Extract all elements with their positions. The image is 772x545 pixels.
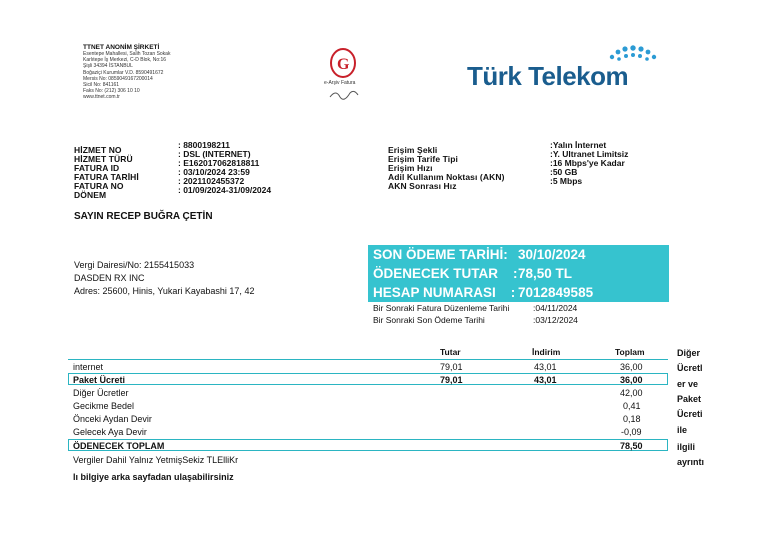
info-label: HİZMET TÜRÜ	[74, 154, 133, 164]
info-label: Erişim Tarife Tipi	[388, 154, 458, 164]
col-header-toplam: Toplam	[615, 347, 645, 357]
row-name: Paket Ücreti	[73, 375, 126, 385]
table-row	[68, 387, 668, 399]
payment-label: ÖDENECEK TUTAR :	[373, 266, 518, 281]
info-label: FATURA ID	[74, 163, 120, 173]
row-name: ÖDENECEK TOPLAM	[73, 441, 165, 451]
e-arsiv-logo	[318, 45, 368, 105]
svg-text:G: G	[337, 56, 350, 73]
row-toplam: -0,09	[621, 427, 642, 437]
row-tutar: 79,01	[440, 375, 463, 385]
e-arsiv-label: e-Arşiv Fatura	[324, 80, 356, 86]
col-header-tutar: Tutar	[440, 347, 461, 357]
row-toplam: 0,18	[623, 414, 641, 424]
info-value: :50 GB	[550, 167, 578, 177]
company-address-line: Faks No: (212) 306 10 10	[83, 88, 140, 95]
table-header	[68, 347, 668, 359]
info-value: : 2021102455372	[178, 176, 245, 186]
info-value: :5 Mbps	[550, 176, 583, 186]
company-address-line: www.ttnet.com.tr	[83, 94, 120, 101]
row-toplam: 36,00	[620, 362, 643, 372]
row-toplam: 0,41	[623, 401, 641, 411]
side-note-word: Diğer	[677, 348, 701, 358]
info-label: Erişim Şekli	[388, 145, 438, 155]
info-value: : 8800198211	[178, 140, 230, 150]
info-value: : 03/10/2024 23:59	[178, 167, 250, 177]
next-date-label: Bir Sonraki Son Ödeme Tarihi	[373, 315, 485, 325]
turk-telekom-logo	[467, 45, 667, 100]
info-label: HİZMET NO	[74, 145, 122, 155]
info-label: FATURA NO	[74, 181, 124, 191]
side-note-word: Ücretl	[677, 363, 703, 373]
payment-value: 30/10/2024	[518, 247, 586, 262]
info-label: FATURA TARİHİ	[74, 172, 139, 182]
table-row	[68, 426, 668, 438]
company-address-line: Boğaziçi Kurumlar V.D. 8590491672	[83, 69, 164, 76]
seal-icon	[318, 45, 368, 105]
company-address-line: Esentepe Mahallesi, Salih Tozan Sokak	[83, 51, 171, 57]
payment-line-amount	[368, 264, 669, 284]
company-info	[83, 44, 203, 101]
row-name: Önceki Aydan Devir	[73, 414, 152, 424]
invoice-info-left	[74, 140, 314, 200]
row-name: internet	[73, 362, 104, 372]
company-name: TTNET ANONİM ŞİRKETİ	[83, 44, 160, 51]
table-row	[68, 373, 668, 385]
row-tutar: 79,01	[440, 362, 463, 372]
side-note-word: ile	[677, 425, 688, 435]
company-address-line: Karlıtepe İş Merkezi, C-D Blok, No:16	[83, 57, 167, 64]
info-value: :16 Mbps'ye Kadar	[550, 158, 625, 168]
side-note-word: ayrıntı	[677, 457, 705, 467]
row-name: Diğer Ücretler	[73, 388, 129, 398]
info-value: : 01/09/2024-31/09/2024	[178, 185, 272, 195]
payment-line-account	[368, 283, 669, 303]
row-indirim: 43,01	[534, 375, 557, 385]
info-label: AKN Sonrası Hız	[388, 181, 457, 191]
info-label: Adil Kullanım Noktası (AKN)	[388, 172, 505, 182]
info-value: : E162017062818811	[178, 158, 260, 168]
side-note-word: ilgili	[677, 442, 695, 452]
company-address-line: Şişli 34394 İSTANBUL	[83, 63, 133, 70]
payment-value: 78,50 TL	[518, 266, 573, 281]
payment-box	[368, 245, 669, 302]
tax-office: Vergi Dairesi/No: 2155415033	[74, 260, 195, 270]
table-row-total	[68, 439, 668, 451]
row-name: Gecikme Bedel	[73, 401, 135, 411]
payment-line-due-date	[368, 245, 669, 265]
brand-name: Türk Telekom	[467, 61, 629, 91]
invoice-info-right	[388, 140, 668, 191]
row-toplam: 42,00	[620, 388, 643, 398]
info-value: :Yalın İnternet	[550, 140, 607, 150]
table-row	[68, 400, 668, 412]
info-label: Erişim Hızı	[388, 163, 433, 173]
side-note-word: er ve	[677, 379, 699, 389]
next-dates	[373, 303, 673, 327]
row-toplam: 36,00	[620, 375, 643, 385]
row-indirim: 43,01	[534, 362, 557, 372]
info-value: : DSL (INTERNET)	[178, 149, 251, 159]
payment-label: HESAP NUMARASI :	[373, 285, 516, 300]
payment-label: SON ÖDEME TARİHİ:	[373, 247, 508, 262]
row-toplam: 78,50	[620, 441, 643, 451]
next-date-value: :03/12/2024	[533, 315, 578, 325]
tax-note: Vergiler Dahil Yalnız YetmişSekiz TLElliKr	[73, 455, 239, 465]
footer-note: lı bilgiye arka sayfadan ulaşabilirsiniz	[73, 472, 234, 482]
col-header-indirim: İndirim	[532, 347, 561, 357]
row-name: Gelecek Aya Devir	[73, 427, 147, 437]
next-date-label: Bir Sonraki Fatura Düzenleme Tarihi	[373, 303, 510, 313]
next-date-value: :04/11/2024	[533, 303, 578, 313]
side-note-word: Ücreti	[677, 409, 703, 419]
table-header-line	[68, 359, 668, 360]
table-row	[68, 413, 668, 425]
customer-address: Adres: 25600, Hinis, Yukari Kayabashi 17, 42	[74, 286, 255, 296]
payment-value: 7012849585	[518, 285, 594, 300]
company-address-line: Sicil No: 841161	[83, 82, 120, 89]
company-address-line: Mersis No: 0859049167200014	[83, 75, 153, 82]
customer-firm: DASDEN RX INC	[74, 273, 145, 283]
table-row	[68, 361, 668, 373]
info-label: DÖNEM	[74, 190, 107, 200]
customer-greeting: SAYIN RECEP BUĞRA ÇETİN	[74, 211, 213, 222]
info-value: :Y. Ultranet Limitsiz	[550, 149, 629, 159]
side-note-word: Paket	[677, 394, 702, 404]
